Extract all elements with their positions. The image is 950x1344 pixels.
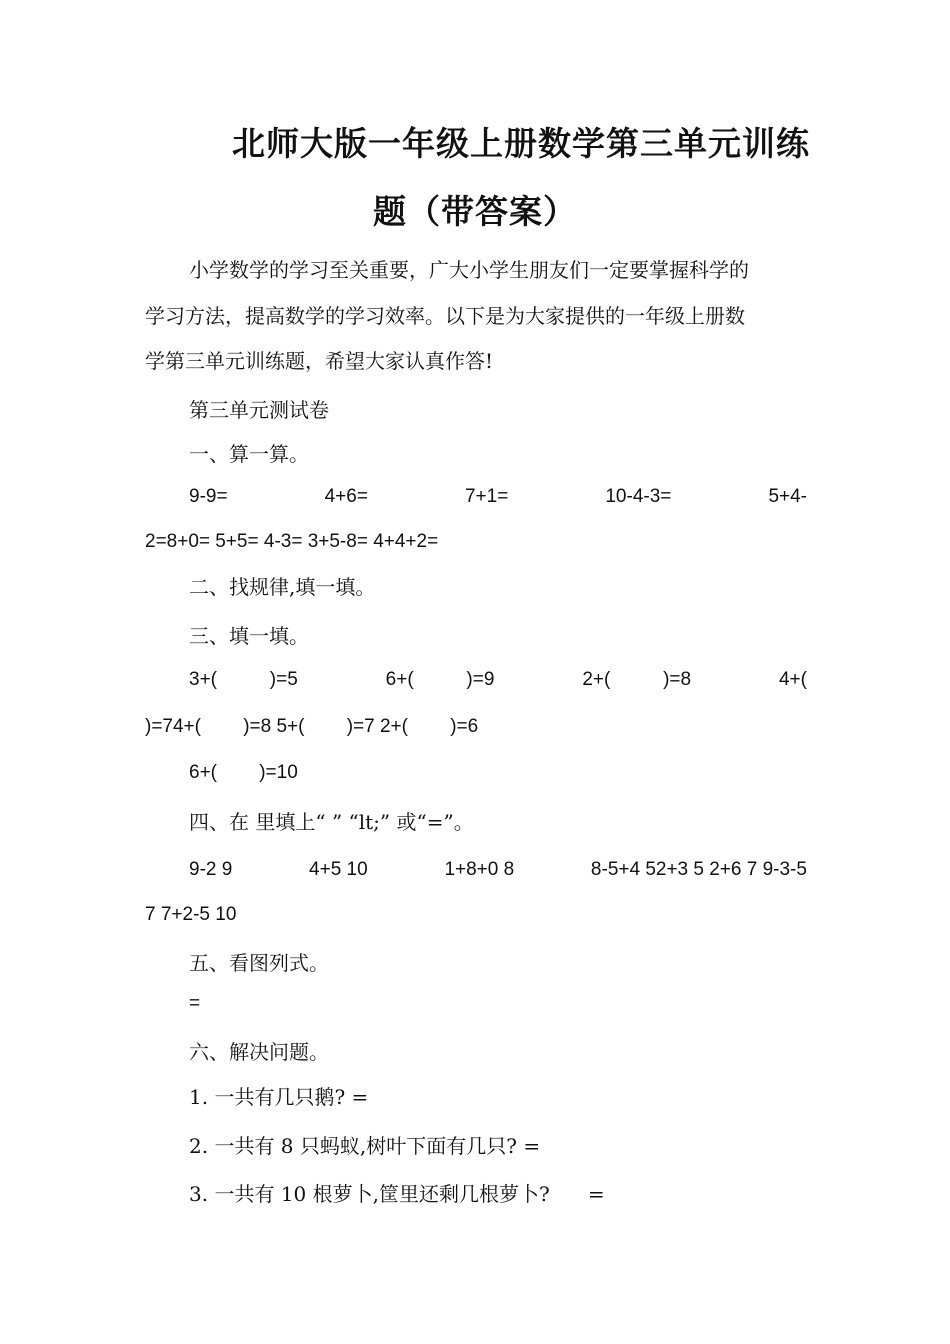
section-1-exercise-row-2: 2=8+0= 5+5= 4-3= 3+5-8= 4+4+2= [145, 531, 439, 552]
document-title-line-2: 题（带答案） [373, 192, 577, 231]
exercise-item: 10-4-3= [605, 486, 672, 507]
problem-1: 1. 一共有几只鹅? = [189, 1085, 369, 1109]
problem-2: 2. 一共有 8 只蚂蚁,树叶下面有几只? = [189, 1134, 541, 1158]
document-title-line-1: 北师大版一年级上册数学第三单元训练 [232, 124, 810, 163]
test-title: 第三单元测试卷 [189, 398, 329, 422]
exercise-item: 4+5 10 [309, 859, 368, 880]
exercise-item: 6+( )=9 [385, 669, 495, 690]
exercise-item: 4+( [778, 669, 807, 690]
exercise-item: 7+1= [464, 486, 509, 507]
section-6-heading: 六、解决问题。 [189, 1040, 329, 1064]
intro-paragraph-line-3: 学第三单元训练题，希望大家认真作答! [145, 349, 494, 373]
intro-paragraph-line-2: 学习方法，提高数学的学习效率。以下是为大家提供的一年级上册数 [145, 304, 745, 328]
section-4-exercise-row-2: 7 7+2-5 10 [145, 904, 237, 925]
section-4-heading: 四、在 里填上“ ” “lt;” 或“=”。 [189, 810, 474, 834]
section-5-answer: = [189, 993, 201, 1014]
exercise-item: 1+8+0 8 [444, 859, 515, 880]
exercise-item: 5+4- [768, 486, 807, 507]
section-5-heading: 五、看图列式。 [189, 951, 329, 975]
section-4-exercise-row-1 [189, 856, 807, 884]
section-3-exercise-row-2: )=74+( )=8 5+( )=7 2+( )=6 [145, 716, 479, 737]
section-3-heading: 三、填一填。 [189, 624, 309, 648]
exercise-item: 9-2 9 [189, 859, 233, 880]
section-3-exercise-row-3: 6+( )=10 [189, 762, 298, 783]
problem-3: 3. 一共有 10 根萝卜,筐里还剩几根萝卜? = [189, 1182, 605, 1206]
section-2-heading: 二、找规律,填一填。 [189, 575, 376, 599]
exercise-item: 4+6= [324, 486, 368, 507]
section-1-exercise-row-1 [189, 483, 807, 511]
section-3-exercise-row-1 [189, 666, 807, 694]
exercise-item: 9-9= [189, 486, 228, 507]
intro-paragraph-line-1: 小学数学的学习至关重要，广大小学生朋友们一定要掌握科学的 [189, 258, 749, 282]
exercise-item: 8-5+4 52+3 5 2+6 7 9-3-5 [590, 859, 807, 880]
section-1-heading: 一、算一算。 [189, 442, 309, 466]
exercise-item: 3+( )=5 [189, 669, 298, 690]
exercise-item: 2+( )=8 [582, 669, 692, 690]
